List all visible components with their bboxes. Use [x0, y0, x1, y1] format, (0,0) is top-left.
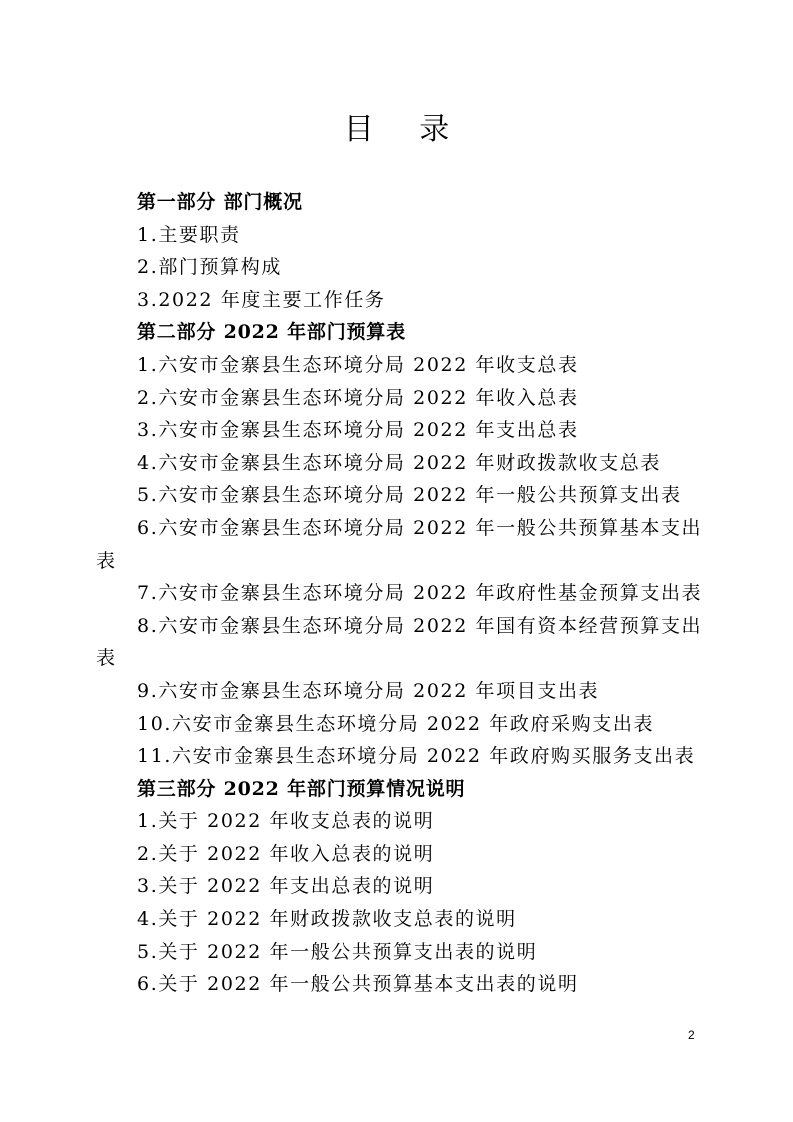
toc-part3-heading[interactable]: 第三部分 2022 年部门预算情况说明	[137, 777, 466, 800]
toc-part2-item-9[interactable]: 9.六安市金寨县生态环境分局 2022 年项目支出表	[137, 679, 600, 702]
page-title: 目 录	[343, 112, 468, 147]
toc-part3-item-6[interactable]: 6.关于 2022 年一般公共预算基本支出表的说明	[137, 973, 579, 996]
toc-part1-heading[interactable]: 第一部分 部门概况	[137, 191, 303, 213]
toc-part2-item-7[interactable]: 7.六安市金寨县生态环境分局 2022 年政府性基金预算支出表	[137, 582, 703, 605]
toc-part2-item-3[interactable]: 3.六安市金寨县生态环境分局 2022 年支出总表	[137, 419, 579, 442]
toc-part2-item-5[interactable]: 5.六安市金寨县生态环境分局 2022 年一般公共预算支出表	[137, 484, 682, 507]
toc-part2-item-11[interactable]: 11.六安市金寨县生态环境分局 2022 年政府购买服务支出表	[137, 745, 696, 768]
page-number: 2	[688, 1028, 695, 1042]
toc-part2-item-10[interactable]: 10.六安市金寨县生态环境分局 2022 年政府采购支出表	[137, 712, 655, 735]
table-of-contents	[96, 186, 706, 1001]
toc-part1-item-1[interactable]: 1.主要职责	[137, 223, 241, 246]
toc-part2-item-4[interactable]: 4.六安市金寨县生态环境分局 2022 年财政拨款收支总表	[137, 451, 661, 474]
toc-part3-item-3[interactable]: 3.关于 2022 年支出总表的说明	[137, 875, 435, 898]
toc-part2-item-1[interactable]: 1.六安市金寨县生态环境分局 2022 年收支总表	[137, 353, 579, 376]
toc-part2-item-6[interactable]: 6.六安市金寨县生态环境分局 2022 年一般公共预算基本支出	[137, 516, 703, 539]
toc-part2-heading[interactable]: 第二部分 2022 年部门预算表	[137, 321, 406, 344]
toc-part1-item-3[interactable]: 3.2022 年度主要工作任务	[137, 288, 386, 311]
toc-part3-item-4[interactable]: 4.关于 2022 年财政拨款收支总表的说明	[137, 908, 517, 931]
toc-part3-item-2[interactable]: 2.关于 2022 年收入总表的说明	[137, 842, 435, 865]
toc-part2-item-8-wrap[interactable]: 表	[96, 647, 117, 670]
toc-part1-item-2[interactable]: 2.部门预算构成	[137, 256, 282, 279]
toc-part2-item-8[interactable]: 8.六安市金寨县生态环境分局 2022 年国有资本经营预算支出	[137, 614, 703, 637]
toc-part2-item-6-wrap[interactable]: 表	[96, 549, 117, 572]
toc-part3-item-5[interactable]: 5.关于 2022 年一般公共预算支出表的说明	[137, 940, 538, 963]
toc-part3-item-1[interactable]: 1.关于 2022 年收支总表的说明	[137, 810, 435, 833]
toc-part2-item-2[interactable]: 2.六安市金寨县生态环境分局 2022 年收入总表	[137, 386, 579, 409]
